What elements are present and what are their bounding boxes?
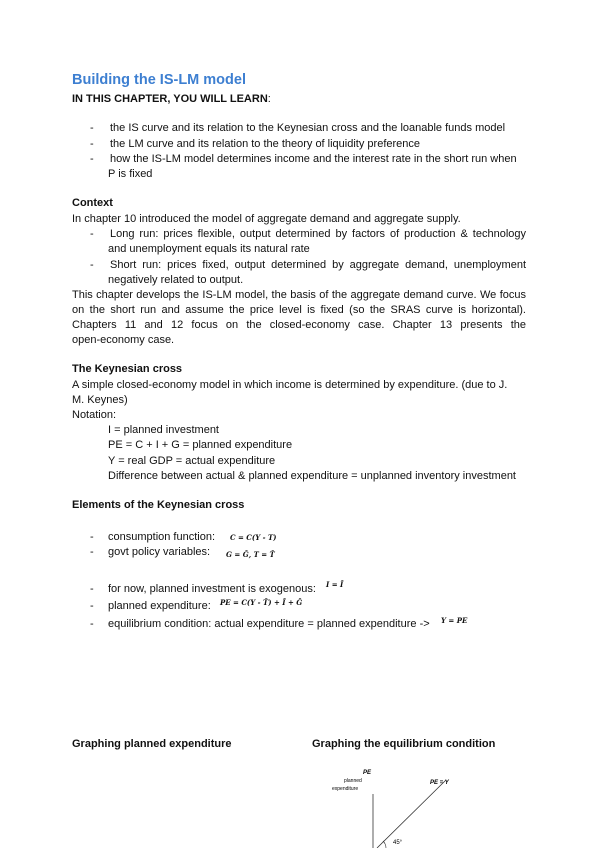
notation-label: Notation: [72,409,117,421]
notation-line: Y = real GDP = actual expenditure [108,455,276,467]
element-item: equilibrium condition: actual expenditure = planned expenditure -> [108,618,430,630]
elements-heading: Elements of the Keynesian cross [72,499,245,511]
list-item: the LM curve and its relation to the theory of liquidity preference [110,138,421,150]
bullet-dash: - [90,228,94,240]
bullet-dash: - [90,122,94,134]
notation-line: Difference between actual & planned expenditure = unplanned inventory investment [108,470,516,482]
bullet-dash: - [90,259,94,271]
list-item: the IS curve and its relation to the Keynesian cross and the loanable funds model [110,122,506,134]
page-title: Building the IS-LM model [72,72,246,88]
bullet-dash: - [90,546,94,558]
intro-colon: : [267,93,271,105]
planned-expenditure-formula: PE = C(Y - T̄) + Ī + Ḡ [220,598,303,607]
paragraph-line: Chapters 11 and 12 focus on the closed-economy case. Chapter 13 presents the [72,319,526,331]
bullet-dash: - [90,583,94,595]
list-item: how the IS-LM model determines income and the interest rate in the short run when [110,153,517,165]
investment-formula: I = Ī [326,580,344,589]
graph-heading-right: Graphing the equilibrium condition [312,738,496,750]
keynesian-intro: A simple closed-economy model in which income is determined by expenditure. (due to J. [72,379,508,391]
element-item: for now, planned investment is exogenous: [108,583,316,595]
bullet-dash: - [90,138,94,150]
intro-bold: IN THIS CHAPTER, YOU WILL LEARN [72,93,268,105]
list-item-continued: P is fixed [108,168,153,180]
angle-label: 45° [393,840,403,846]
notation-line: PE = C + I + G = planned expenditure [108,439,293,451]
paragraph-line: open-economy case. [72,334,175,346]
line-label: PE = Y [430,780,449,786]
paragraph-line: on the short run and assume the price level is fixed (so the SRAS curve is horizontal). [72,304,526,316]
element-item: govt policy variables: [108,546,211,558]
bullet-dash: - [90,153,94,165]
list-item-continued: and unemployment equals its natural rate [108,243,310,255]
graph-ylabel-sub1: planned [344,778,362,784]
list-item-continued: negatively related to output. [108,274,244,286]
chapter-intro [72,93,271,105]
pe-equals-y-line [377,780,446,848]
context-heading: Context [72,197,113,209]
bullet-dash: - [90,618,94,630]
equilibrium-graph [320,764,480,848]
graph-heading-left: Graphing planned expenditure [72,738,232,750]
notation-line: I = planned investment [108,424,219,436]
element-item: planned expenditure: [108,600,211,612]
keynesian-heading: The Keynesian cross [72,363,183,375]
policy-formula: G = Ḡ, T = T̄ [226,550,275,559]
list-item: Long run: prices flexible, output determined by factors of production & technology [110,228,526,240]
list-item: Short run: prices fixed, output determined by aggregate demand, unemployment [110,259,526,271]
keynesian-intro-cont: M. Keynes) [72,394,128,406]
bullet-dash: - [90,600,94,612]
graph-ylabel: PE [363,770,372,776]
bullet-dash: - [90,531,94,543]
paragraph-line: This chapter develops the IS-LM model, the basis of the aggregate demand curve. We focus [72,289,526,301]
consumption-formula: C = C(Y - T) [230,533,277,542]
equilibrium-formula: Y = PE [441,616,468,625]
context-intro: In chapter 10 introduced the model of aggregate demand and aggregate supply. [72,213,461,225]
graph-ylabel-sub2: expenditure [332,786,359,792]
element-item: consumption function: [108,531,216,543]
